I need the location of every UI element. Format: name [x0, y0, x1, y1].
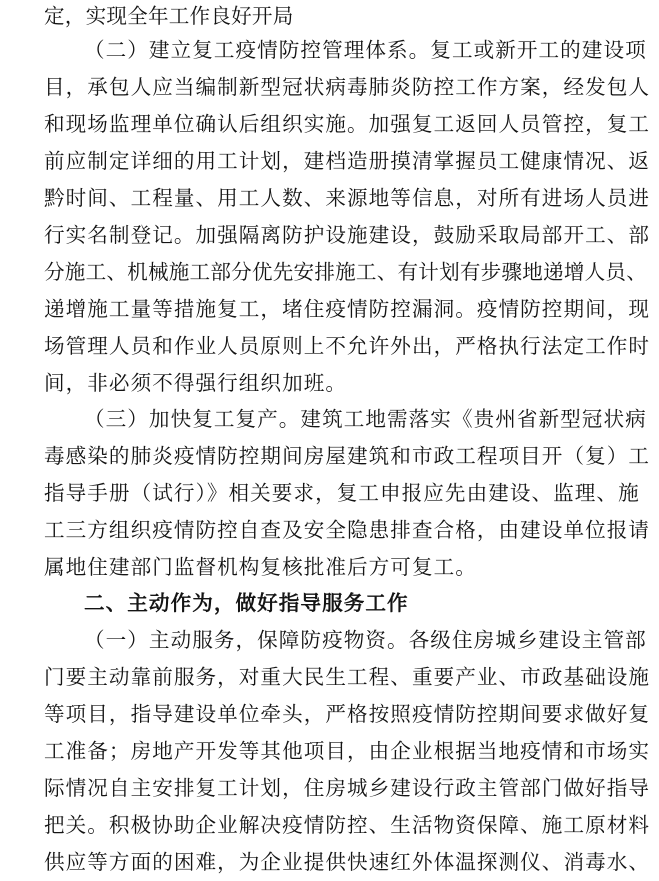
text-line: 把关。积极协助企业解决疫情防控、生活物资保障、施工原材料	[44, 813, 651, 837]
section-heading-2-line: （二）建立复工疫情防控管理体系。复工或新开工的建设项	[84, 38, 647, 62]
text-line: 间，非必须不得强行组织加班。	[44, 371, 348, 395]
text-line: 指导手册（试行）》相关要求，复工申报应先由建设、监理、施	[44, 481, 640, 505]
text-line: 工三方组织疫情防控自查及安全隐患排查合格，由建设单位报请	[44, 518, 651, 542]
text-line: 目，承包人应当编制新型冠状病毒肺炎防控工作方案，经发包人	[44, 75, 651, 99]
text-line: 工准备；房地产开发等其他项目，由企业根据当地疫情和市场实	[44, 739, 651, 763]
section-heading-3-line: （三）加快复工复产。建筑工地需落实《贵州省新型冠状病	[84, 407, 647, 431]
text-line: 门要主动靠前服务，对重大民生工程、重要产业、市政基础设施	[44, 665, 651, 689]
text-line: 前应制定详细的用工计划，建档造册摸清掌握员工健康情况、返	[44, 149, 651, 173]
text-line: 际情况自主安排复工计划，住房城乡建设行政主管部门做好指导	[44, 776, 651, 800]
text-line: 定，实现全年工作良好开局	[44, 4, 294, 28]
text-line: 供应等方面的困难，为企业提供快速红外体温探测仪、消毒水、	[44, 850, 651, 874]
text-line: 分施工、机械施工部分优先安排施工、有计划有步骤地递增人员、	[44, 260, 648, 284]
text-line: 等项目，指导建设单位牵头，严格按照疫情防控期间要求做好复	[44, 702, 651, 726]
text-line: 行实名制登记。加强隔离防护设施建设，鼓励采取局部开工、部	[44, 223, 651, 247]
text-line: 黔时间、工程量、用工人数、来源地等信息，对所有进场人员进	[44, 186, 651, 210]
section-heading-1-line: （一）主动服务，保障防疫物资。各级住房城乡建设主管部	[84, 628, 647, 652]
text-line: 递增施工量等措施复工，堵住疫情防控漏洞。疫情防控期间，现	[44, 297, 651, 321]
chapter-heading: 二、主动作为，做好指导服务工作	[84, 591, 409, 615]
text-line: 场管理人员和作业人员原则上不允许外出，严格执行法定工作时	[44, 334, 651, 358]
text-line: 和现场监理单位确认后组织实施。加强复工返回人员管控，复工	[44, 112, 651, 136]
text-line: 毒感染的肺炎疫情防控期间房屋建筑和市政工程项目开（复）工	[44, 444, 651, 468]
text-line: 属地住建部门监督机构复核批准后方可复工。	[44, 555, 477, 579]
